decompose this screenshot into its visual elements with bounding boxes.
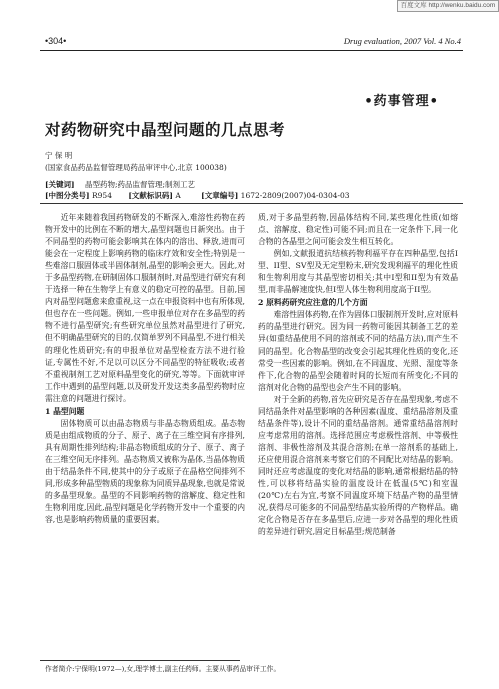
column-tag: •药事管理• xyxy=(364,94,439,109)
right-column xyxy=(258,212,458,538)
keywords-label: [关键词] xyxy=(45,180,75,189)
left-column xyxy=(45,212,245,526)
article-no-value: 1672-2809(2007)04-0304-03 xyxy=(240,191,350,200)
section-heading: 2 原料药研究应注意的几个方面 xyxy=(258,298,368,308)
paragraph: 质,对于多晶型药物,因晶体结构不同,某些理化性质(如熔点、溶解度、稳定性)可能不同;而且在一定条件下,同一化合物的各晶型之间可能会发生相互转化。 xyxy=(258,213,458,247)
keywords-value: 晶型药物;药品监督管理;制剂工艺 xyxy=(85,180,196,189)
paragraph: 例如,文献报道抗结核药物利福平存在四种晶型,包括I型、II型、SV型及无定型粉末,研究发现利福平的理化性质和生物利用度与其晶型密切相关;其中I型和II型为有效晶型,而非晶解速度快,但I型人体生物利用度高于II型。 xyxy=(258,249,458,295)
paragraph: 固体物质可以由晶态物质与非晶态物质组成。晶态物质是由组成物质的分子、原子、离子在三维空间有序排列,具有周期性排列结构;非晶态物质组成的分子、原子、离子在三维空间无序排列。晶态物质又被称为晶体,当晶体物质由于结晶条件不同,使其中的分子或原子在晶格空间排列不同,形成多种晶型物质的现象称为同质异晶现象,也就是常说的多晶型现象。晶型的不同影响药物的溶解度、稳定性和生物利用度,因此,晶型问题是化学药物开发中一个重要的内容,也是影响药物质量的重要因素。 xyxy=(45,418,245,525)
classification-value: R954 xyxy=(92,191,112,200)
section-heading: 1 晶型问题 xyxy=(45,406,85,416)
doc-code-value: A xyxy=(175,191,181,200)
footnote-rule xyxy=(40,660,240,661)
journal-header: Drug evaluation, 2007 Vol. 4 No.4 xyxy=(343,36,461,46)
paragraph: 对于全新的药物,首先应研究是否存在晶型现象,考虑不同结晶条件对晶型影响的各种因素(温度、重结晶溶剂及重结晶条件等),设计不同的重结晶溶剂。通常重结晶溶剂时应考虑常用的溶剂。选择范围应考虑极性溶剂、中等极性溶剂、非极性溶剂及其混合溶剂;在单一溶剂系的基础上,还应使用混合溶剂来考察它们的不同配比对结晶的影响。同时还应考虑温度的变化对结晶的影响,通常根据结晶的特性,可以移将结晶实验的温度设计在低温(5℃)和室温(20℃)左右为宜,考察不同温度环境下结晶产物的晶型情况,获得尽可能多的不同晶型结晶实验所得的产物样品。确定化合物是否存在多晶型后,应进一步对各晶型的理化性质的差异进行研究,固定目标晶型;规范制备 xyxy=(258,394,458,537)
article-no-label: [文章编号] xyxy=(201,191,239,200)
doc-code-label: [文献标识码] xyxy=(128,191,173,200)
header-rule xyxy=(40,50,463,51)
classification-line xyxy=(45,191,350,201)
author-footnote: 作者简介:宁保明(1972—),女,理学博士,副主任药师。主要从事药品审评工作。 xyxy=(45,665,281,673)
classification-label: [中图分类号] xyxy=(45,191,90,200)
watermark-banner: 百度文库 http://wenku.baidu.com xyxy=(397,0,499,12)
paragraph: 近年来随着我国药物研发的不断深入,难溶性药物在药物开发中的比例在不断的增大,晶型问题也日新突出。由于不同晶型的药物可能会影响其在体内的溶出、释放,进而可能会在一定程度上影响药物的临床疗效和安全性;特别是一些难溶口服固体或半固体制剂,晶型的影响会更大。因此,对于多晶型药物,在研制固体口服制剂时,对晶型进行研究有利于选择一种在生物学上有意义的稳定可控的晶型。目前,国内对晶型问题愈来愈重视,这一点在申报资料中也有所体现,但也存在一些问题。例如,一些申报单位对存在多晶型的药物不进行晶型研究;有些研究单位虽然对晶型进行了研究,但不明确晶型研究的目的,仅简单罗列不同晶型,不进行相关的理化性质研究;有的申报单位对晶型检查方法不进行验证,专属性不好,不足以可以区分不同晶型的特征吸收;或者不重视制剂工艺对原料晶型变化的研究,等等。下面就审评工作中遇到的晶型问题,以及研发开发这类多晶型药物时应需注意的问题进行探讨。 xyxy=(45,213,245,403)
paragraph: 难溶性固体药物,在作为固体口服制剂开发时,应对原料药的晶型进行研究。因为同一药物可能因其制备工艺的差异(如重结晶使用不同的溶剂或不同的结晶方法),而产生不同的晶型。化合物晶型的改变会引起其理化性质的变化,还常受一些因素的影响。例如,在不同温度、光照、湿度等条件下,化合物的晶型会随着时间的长短而有所变化;不同的溶剂对化合物的晶型也会产生不同的影响。 xyxy=(258,310,458,392)
affiliation: (国家食品药品监督管理局药品审评中心,北京 100038) xyxy=(45,163,227,172)
keywords-line xyxy=(45,180,195,190)
page-number: •304• xyxy=(45,36,67,46)
meta-rule xyxy=(40,203,463,204)
author: 宁 保 明 xyxy=(45,151,73,160)
article-title: 对药物研究中晶型问题的几点思考 xyxy=(45,120,286,139)
